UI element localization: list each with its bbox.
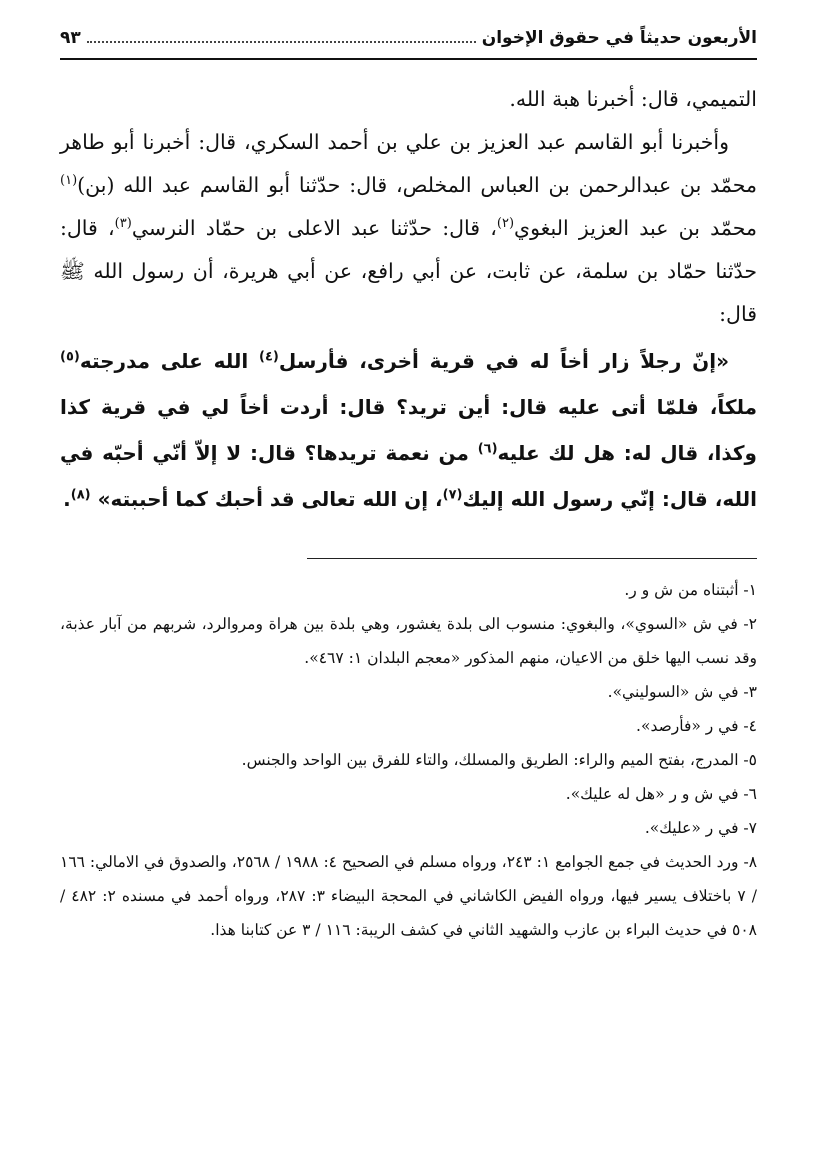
footnote-ref-5: (٥) — [60, 349, 80, 365]
footnote-ref-7: (٧) — [442, 487, 463, 503]
footnote-4: ٤- في ر «فأرصد». — [636, 717, 757, 735]
isnad-line-1: التميمي، قال: أخبرنا هبة الله. — [509, 87, 757, 111]
footnote-separator — [307, 558, 757, 559]
footnote-ref-4: (٤) — [259, 349, 279, 365]
footnote-1: ١- أثبتناه من ش و ر. — [624, 581, 757, 599]
hadith-text-c: ملكاً، فلمّا أتى عليه قال: أين تريد؟ قال: أردت أخاً لي في قرية كذا وكذا، قال له: هل لك عليه — [60, 395, 757, 465]
footnote-ref-8: (٨) — [70, 487, 91, 503]
isnad-text-c: ، قال: حدّثنا عبد الاعلى بن حمّاد النرسي — [131, 216, 497, 240]
hadith-text — [60, 338, 757, 522]
hadith-text-f: . — [63, 487, 71, 511]
hadith-text-e: ، إن الله تعالى قد أحبك كما أحببته» — [90, 487, 443, 511]
hadith-text-d: من نعمة تريدها؟ قال: لا إلاّ أنّي أحبّه في الله، قال: إنّي رسول الله إليك — [60, 441, 757, 511]
book-title: الأربعون حديثاً في حقوق الإخوان — [481, 28, 757, 48]
footnote-ref-2: (٢) — [496, 216, 515, 232]
leader-dots — [87, 41, 476, 43]
isnad-text-d: ، قال: حدّثنا حمّاد بن سلمة، عن ثابت، عن أبي رافع، عن أبي هريرة، أن رسول الله ﷺ قال: — [60, 216, 757, 326]
footnote-6: ٦- في ش و ر «هل له عليك». — [565, 785, 757, 803]
running-header — [60, 28, 757, 60]
hadith-text-b: الله على مدرجته — [79, 349, 260, 373]
footnote-8: ٨- ورد الحديث في جمع الجوامع ١: ٢٤٣، ورواه مسلم في الصحيح ٤: ١٩٨٨ / ٢٥٦٨، والصدوق في الامالي: ١٦٦ / ٧ باختلاف يسير فيها، ورواه الفيض الكاشاني في المحجة البيضاء ٣: ٢٨٧، ورواه أحمد في مسنده ٢: ٤٨٢ / ٥٠٨ في حديث البراء بن عازب والشهيد الثاني في كشف الريبة: ١١٦ / ٣ عن كتابنا هذا. — [60, 853, 758, 939]
footnote-2: ٢- في ش «السوي»، والبغوي: منسوب الى بلدة يغشور، وهي بلدة بين هراة ومروالرد، شربهم من آبار عذبة، وقد نسب اليها خلق من الاعيان، منهم المذكور «معجم البلدان ١: ٤٦٧». — [60, 615, 757, 667]
page-number: ٩٣ — [60, 28, 81, 48]
hadith-text-a: «إنّ رجلاً زار أخاً له في قرية أخرى، فأرسل — [278, 349, 730, 373]
isnad-paragraph — [60, 121, 757, 336]
footnote-7: ٧- في ر «عليك». — [644, 819, 757, 837]
main-text — [60, 78, 757, 522]
footnote-ref-3: (٣) — [114, 216, 132, 232]
footnotes — [60, 573, 757, 947]
page — [60, 28, 757, 947]
isnad-text-a: وأخبرنا أبو القاسم عبد العزيز بن علي بن أحمد السكري، قال: أخبرنا أبو طاهر محمّد بن عبدالرحمن بن العباس المخلص، قال: حدّثنا أبو القاسم عبد الله (بن) — [60, 130, 757, 197]
footnote-ref-6: (٦) — [477, 441, 498, 457]
isnad-text-b: محمّد بن عبد العزيز البغوي — [514, 216, 757, 240]
footnote-3: ٣- في ش «السوليني». — [607, 683, 757, 701]
footnote-ref-1: (١) — [60, 173, 78, 189]
footnote-5: ٥- المدرج، بفتح الميم والراء: الطريق والمسلك، والتاء للفرق بين الواحد والجنس. — [241, 751, 757, 769]
